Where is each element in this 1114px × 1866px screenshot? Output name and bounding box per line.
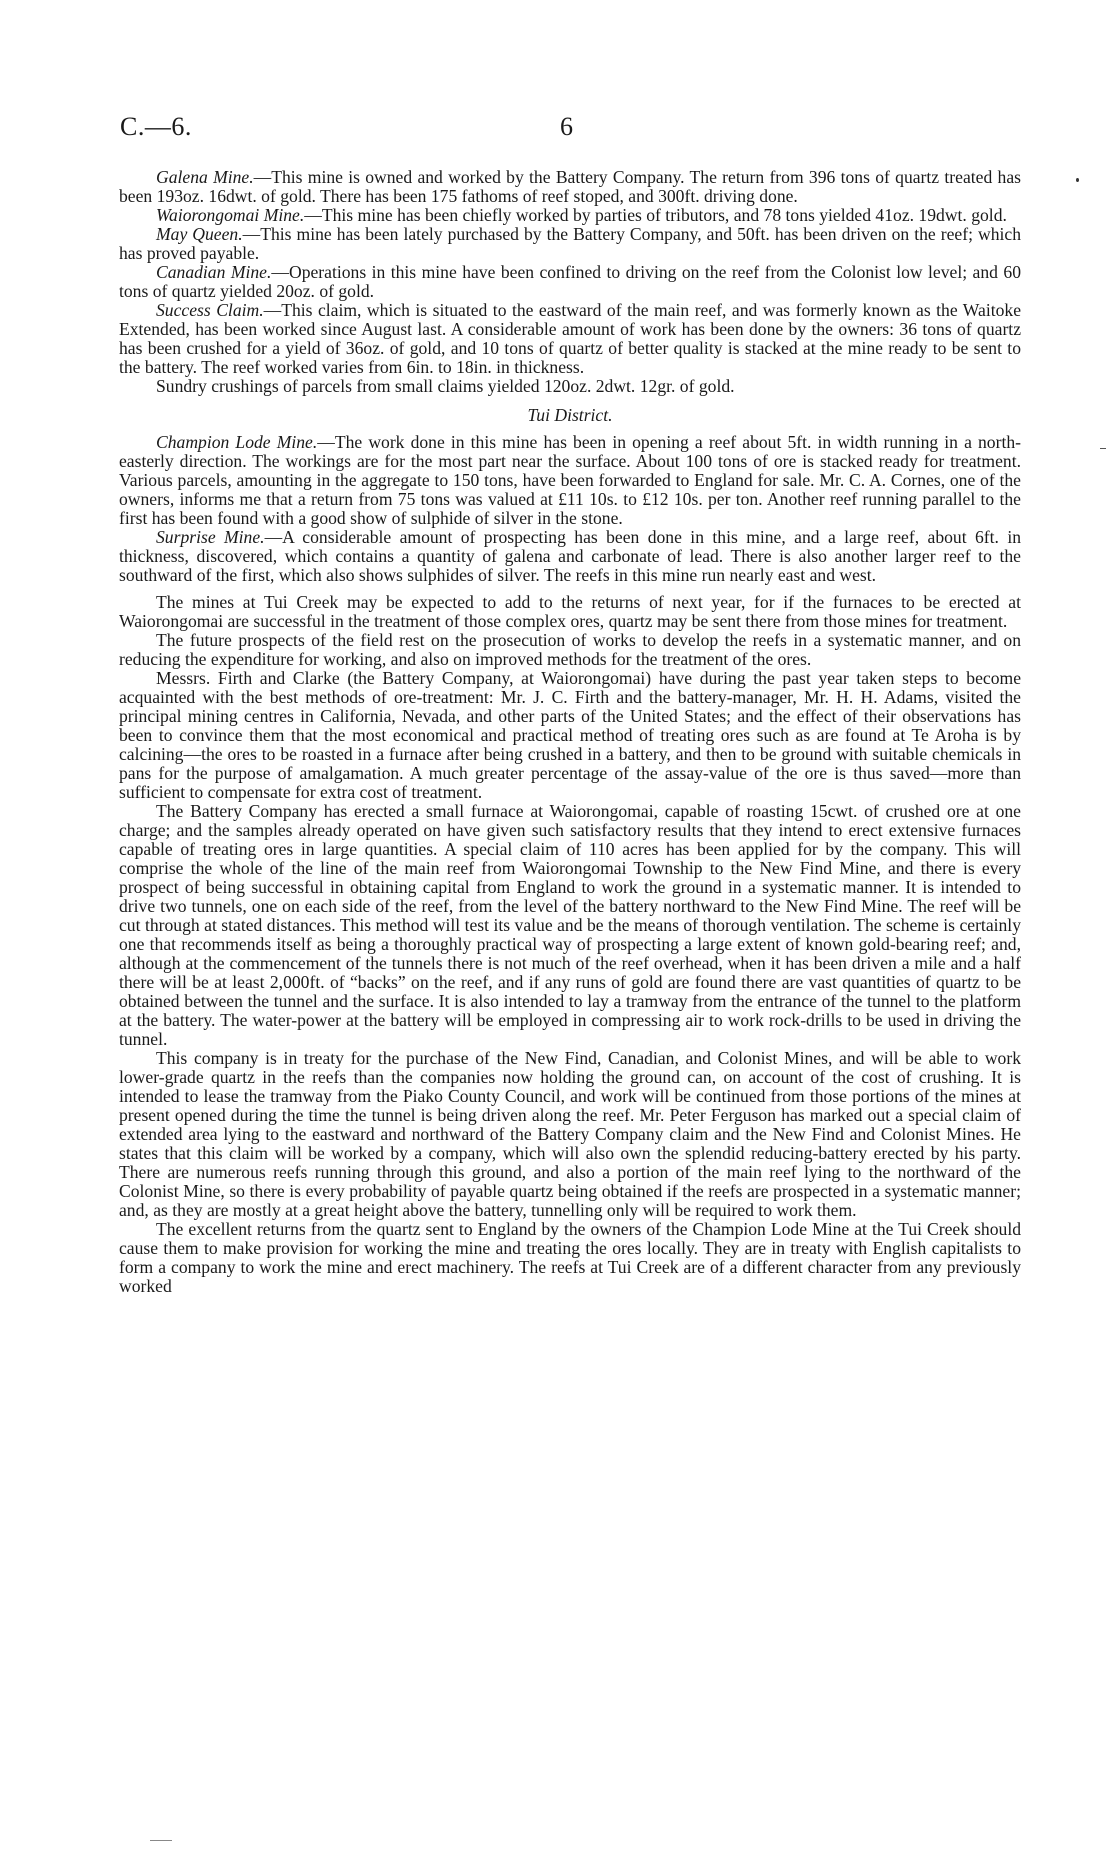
paragraph-lead: Waiorongomai Mine. — [156, 205, 305, 225]
paragraph-text: —This claim, which is situated to the eastward of the main reef, and was formerly known as the Waitoke Extended, has been worked since August last. A considerable amount of work has been done by the owners: 36 tons of quartz has been crushed for a yield of 36oz. of gold, and 10 tons of quartz of better quality is stacked at the mine ready to be sent to the battery. The reef worked varies from 6in. to 18in. in thickness. — [119, 300, 1021, 377]
paragraph-firth-and-clarke — [119, 669, 1021, 802]
paragraph-text: Sundry crushings of parcels from small claims yielded 120oz. 2dwt. 12gr. of gold. — [156, 376, 735, 396]
paragraph-champion-lode-mine — [119, 433, 1021, 528]
paragraph-champion-lode-returns — [119, 1220, 1021, 1296]
paragraph-lead: Galena Mine. — [156, 167, 254, 187]
paragraph-waiorongomai-mine — [119, 206, 1021, 225]
paragraph-may-queen — [119, 225, 1021, 263]
paragraph-lead: Success Claim. — [156, 300, 264, 320]
paragraph-text: —This mine is owned and worked by the Battery Company. The return from 396 tons of quartz treated has been 193oz. 16dwt. of gold. There has been 175 fathoms of reef stoped, and 300ft. driving done. — [119, 167, 1021, 206]
paragraph-future-prospects — [119, 631, 1021, 669]
paragraph-text: Messrs. Firth and Clarke (the Battery Company, at Waiorongomai) have during the past year taken steps to become acquainted with the best methods of ore-treatment: Mr. J. C. Firth and the battery-manager, Mr. H. H. Adams, visited the principal mining centres in California, Nevada, and other parts of the United States; and the effect of their observations has been to convince them that the most economical and practical method of treating ores such as are found at Te Aroha is by calcining—the ores to be roasted in a furnace after being crushed in a battery, and then to be ground with suitable chemicals in pans for the purpose of amalgamation. A much greater percentage of the assay-value of the ore is thus saved—more than sufficient to compensate for extra cost of treatment. — [119, 668, 1021, 802]
paragraph-lead: Surprise Mine. — [156, 527, 265, 547]
section-heading: Tui District. — [527, 405, 613, 425]
paragraph-sundry-crushings — [119, 377, 1021, 396]
paragraph-text: This company is in treaty for the purchase of the New Find, Canadian, and Colonist Mines, and will be able to work lower-grade quartz in the reefs than the companies now holding the ground can, on account of the cost of crushing. It is intended to lease the tramway from the Piako County Council, and work will be continued from those portions of the mines at present opened during the time the tunnel is being driven along the reef. Mr. Peter Ferguson has marked out a special claim of extended area lying to the eastward and northward of the Battery Company claim and the New Find and Colonist Mines. He states that this claim will be worked by a company, which will also own the splendid reducing-battery erected by his party. There are numerous reefs running through this ground, and also a portion of the main reef lying to the northward of the Colonist Mine, so there is every probability of payable quartz being obtained if the reefs are prospected in a systematic manner; and, as they are mostly at a great height above the battery, tunnelling only will be required to work them. — [119, 1048, 1021, 1220]
paragraph-text: —This mine has been chiefly worked by parties of tributors, and 78 tons yielded 41oz. 19dwt. gold. — [304, 205, 1007, 225]
paragraph-text: The Battery Company has erected a small furnace at Waiorongomai, capable of roasting 15cwt. of crushed ore at one charge; and the samples already operated on have given such satisfactory results that they intend to erect extensive furnaces capable of treating ores in large quantities. A special claim of 110 acres has been applied for by the company. This will comprise the whole of the line of the main reef from Waiorongomai Township to the New Find Mine, and there is every prospect of being successful in obtaining capital from England to work the ground in a systematic manner. It is intended to drive two tunnels, one on each side of the reef, from the level of the battery northward to the New Find Mine. The reef will be cut through at stated distances. This method will test its value and be the means of thorough ventilation. The scheme is certainly one that recommends itself as being a thoroughly practical way of prospecting a large extent of known gold-bearing reef; and, although at the commencement of the tunnels there is not much of the reef overhead, when it has been driven a mile and a half there will be at least 2,000ft. of “backs” on the reef, and if any runs of gold are found there are vast quantities of quartz to be obtained between the tunnel and the surface. It is also intended to lay a tramway from the entrance of the tunnel to the platform at the battery. The water-power at the battery will be employed in compressing air to work rock-drills to be used in driving the tunnel. — [119, 801, 1021, 1049]
paragraph-canadian-mine — [119, 263, 1021, 301]
margin-speck — [1076, 178, 1079, 182]
paragraph-text: —Operations in this mine have been confined to driving on the reef from the Colonist low level; and 60 tons of quartz yielded 20oz. of gold. — [119, 262, 1021, 301]
body-text — [119, 168, 1021, 1296]
paragraph-lead: May Queen. — [156, 224, 243, 244]
paragraph-company-treaty — [119, 1049, 1021, 1220]
paragraph-text: —A considerable amount of prospecting has been done in this mine, and a large reef, about 6ft. in thickness, discovered, which contains a quantity of galena and carbonate of lead. There is also another larger reef to the southward of the first, which also shows sulphides of silver. The reefs in this mine run nearly east and west. — [119, 527, 1022, 585]
page-header — [120, 112, 1000, 144]
paragraph-text: —This mine has been lately purchased by the Battery Company, and 50ft. has been driven on the reef; which has proved payable. — [119, 224, 1021, 263]
paragraph-tui-creek-returns — [119, 593, 1021, 631]
margin-speck — [1100, 448, 1106, 449]
paragraph-success-claim — [119, 301, 1021, 377]
paragraph-text: —The work done in this mine has been in opening a reef about 5ft. in width running in a north-easterly direction. The workings are for the most part near the surface. About 100 tons of ore is stacked ready for treatment. Various parcels, amounting in the aggregate to 150 tons, have been forwarded to England for sale. Mr. C. A. Cornes, one of the owners, informs me that a return from 75 tons was valued at £11 10s. to £12 10s. per ton. Another reef running parallel to the first has been found with a good show of sulphide of silver in the stone. — [119, 432, 1021, 528]
paragraph-galena-mine — [119, 168, 1021, 206]
paragraph-battery-company-furnace — [119, 802, 1021, 1049]
document-code: C.—6. — [120, 112, 192, 141]
paragraph-lead: Canadian Mine. — [156, 262, 272, 282]
margin-speck — [150, 1840, 172, 1841]
paragraph-text: The future prospects of the field rest on the prosecution of works to develop the reefs in a systematic manner, and on reducing the expenditure for working, and also on improved methods for the treatment of the ores. — [119, 630, 1021, 669]
paragraph-surprise-mine — [119, 528, 1021, 585]
paragraph-text: The excellent returns from the quartz sent to England by the owners of the Champion Lode Mine at the Tui Creek should cause them to make provision for working the mine and treating the ores locally. They are in treaty with English capitalists to form a company to work the mine and erect machinery. The reefs at Tui Creek are of a different character from any previously worked — [119, 1219, 1021, 1296]
paragraph-text: The mines at Tui Creek may be expected to add to the returns of next year, for if the furnaces to be erected at Waiorongomai are successful in the treatment of those complex ores, quartz may be sent there from those mines for treatment. — [119, 592, 1021, 631]
paragraph-lead: Champion Lode Mine. — [156, 432, 318, 452]
page-number: 6 — [560, 112, 573, 141]
